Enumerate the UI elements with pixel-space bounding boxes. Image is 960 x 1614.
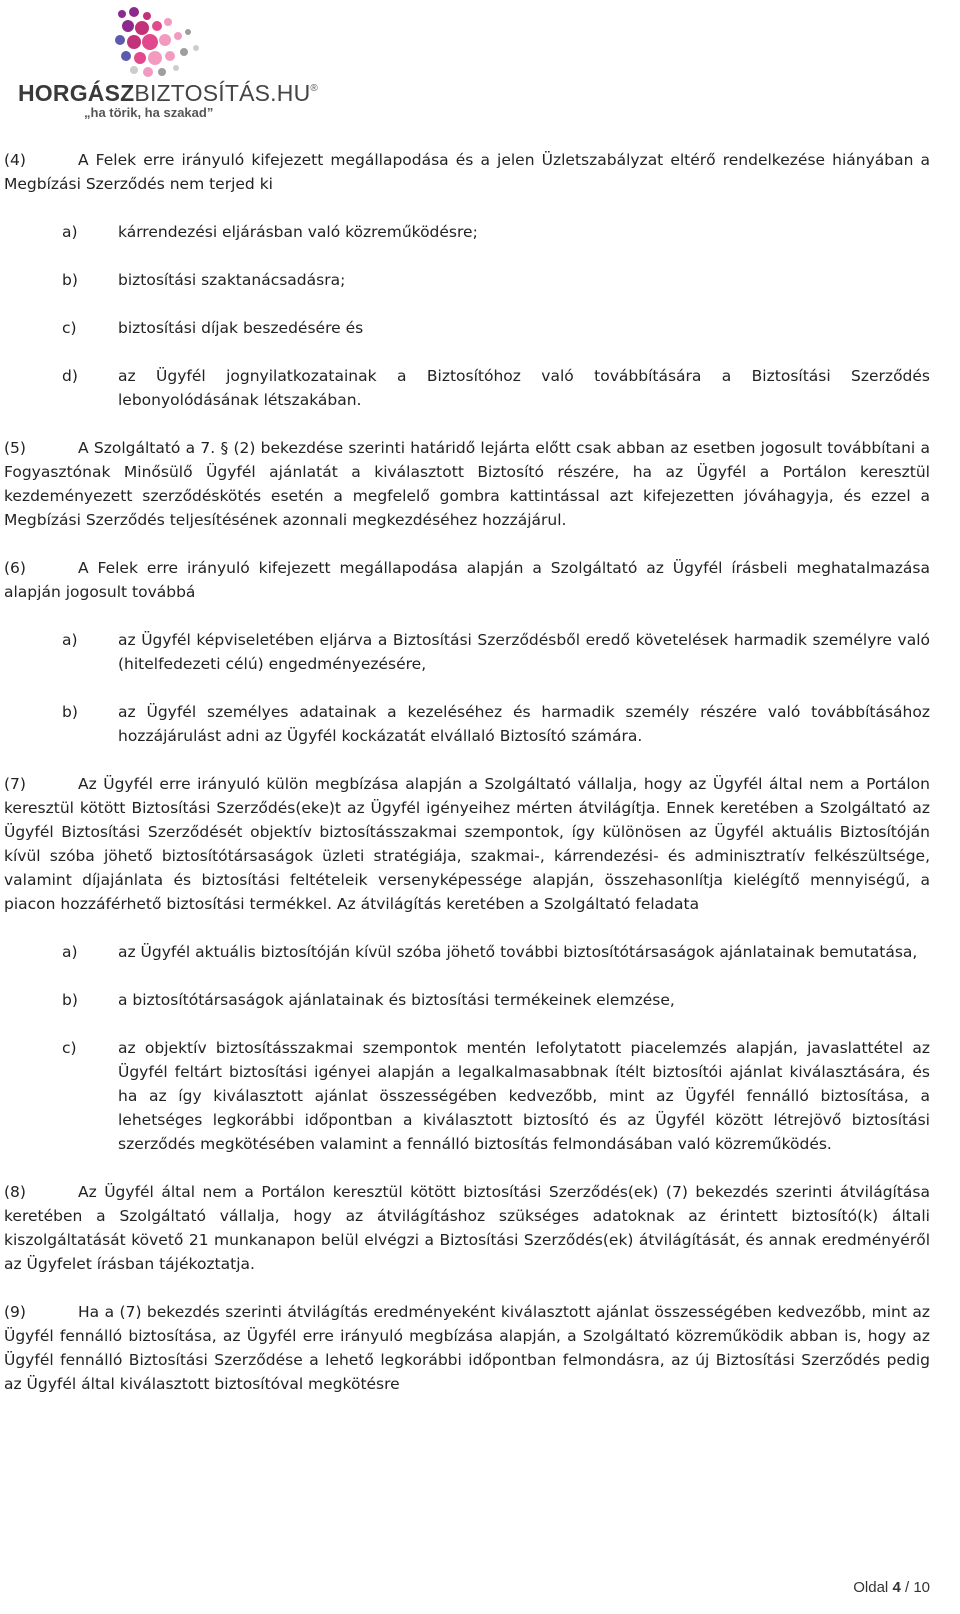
list-item (4, 364, 930, 412)
list-label: b) (62, 271, 78, 289)
list-item (4, 988, 930, 1012)
page-total: 10 (913, 1579, 930, 1596)
paragraph-text: A Felek erre irányuló kifejezett megállapodása és a jelen Üzletszabályzat eltérő rendelkezése hiányában a Megbízási Szerződés nem terjed ki (4, 151, 930, 193)
logo-dot (185, 29, 191, 35)
logo-dot (127, 35, 141, 49)
page-current: 4 (892, 1579, 901, 1596)
logo-dot (115, 35, 125, 45)
brand-bold: HORGÁSZ (18, 80, 135, 106)
list-text: az objektív biztosításszakmai szempontok mentén lefolytatott piacelemzés alapján, javaslattétel az Ügyfél feltárt biztosítási igényei alapján a legalkalmasabbnak ítélt biztosítói ajánlat kiválasztására, és ha az így kiválasztott ajánlat összességében kedvezőbb, mint az Ügyfél fennálló biztosítása, a lehetséges legkorábbi időpontban a kiválasztott biztosító és az Ügyfél között létrejövő biztosítási szerződés megkötésében valamint a fennálló biztosítás felmondásában való közreműködés. (118, 1039, 930, 1153)
list-label: a) (62, 631, 78, 649)
brand-regular: BIZTOSÍTÁS.HU (134, 80, 311, 106)
logo-dots-icon (100, 4, 210, 82)
logo-dot (193, 45, 199, 51)
brand-slogan: „ha törik, ha szakad” (84, 105, 214, 120)
list-text: az Ügyfél képviseletében eljárva a Biztosítási Szerződésből eredő követelések harmadik személyre való (hitelfedezeti célú) engedményezésére, (118, 631, 930, 673)
list-label: d) (62, 367, 78, 385)
paragraph-text: Ha a (7) bekezdés szerinti átvilágítás eredményeként kiválasztott ajánlat összességében kedvezőbb, mint az Ügyfél fennálló biztosítása, az Ügyfél erre irányuló megbízása alapján, a Szolgáltató közreműködik abban is, hogy az Ügyfél fennálló Biztosítási Szerződése a lehető legkorábbi időpontban felmondásra, az új Biztosítási Szerződés pedig az Ügyfél által kiválasztott biztosítóval megkötésre (4, 1303, 930, 1393)
logo-dot (129, 7, 139, 17)
list-label: c) (62, 319, 77, 337)
paragraph-number: (9) (4, 1303, 26, 1321)
list-label: b) (62, 703, 78, 721)
logo-dot (164, 18, 172, 26)
registered-mark: ® (310, 83, 318, 94)
list-item (4, 316, 930, 340)
paragraph-number: (7) (4, 775, 26, 793)
section-6 (4, 556, 930, 748)
paragraph (4, 1180, 930, 1276)
brand-name (18, 80, 318, 107)
list-item (4, 628, 930, 676)
paragraph-number: (6) (4, 559, 26, 577)
logo-dot (158, 68, 166, 76)
list-text: az Ügyfél jognyilatkozatainak a Biztosítóhoz való továbbítására a Biztosítási Szerződés lebonyolódásának létszakában. (118, 367, 930, 409)
section-5 (4, 436, 930, 532)
list-text: biztosítási díjak beszedésére és (118, 319, 364, 337)
paragraph-number: (4) (4, 151, 26, 169)
list-text: a biztosítótársaságok ajánlatainak és biztosítási termékeinek elemzése, (118, 991, 675, 1009)
list-label: c) (62, 1039, 77, 1057)
logo-dot (174, 32, 182, 40)
paragraph (4, 1300, 930, 1396)
paragraph (4, 772, 930, 916)
list-text: az Ügyfél aktuális biztosítóján kívül szóba jöhető további biztosítótársaságok ajánlatainak bemutatása, (118, 943, 918, 961)
paragraph-number: (5) (4, 439, 26, 457)
logo-dot (142, 34, 158, 50)
logo-dot (122, 20, 134, 32)
list-item (4, 1036, 930, 1156)
section-7 (4, 772, 930, 1156)
document-body (4, 148, 930, 1396)
paragraph (4, 436, 930, 532)
paragraph-text: Az Ügyfél erre irányuló külön megbízása alapján a Szolgáltató vállalja, hogy az Ügyfél által nem a Portálon keresztül kötött Biztosítási Szerződés(eke)t az Ügyfél igényeihez mérten átvilágítja. Ennek keretében a Szolgáltató az Ügyfél Biztosítási Szerződését objektív biztosításszakmai szempontok, így különösen az Ügyfél aktuális Biztosítóján kívül szóba jöhető biztosítótársaságok üzleti stratégiája, szakmai-, kárrendezési- és adminisztratív felkészültsége, valamint díjajánlata és biztosítási feltételeik versenyképessége alapján, összehasonlítja kielégítő mennyiségű, a piacon hozzáférhető biztosítási termékkel. Az átvilágítás keretében a Szolgáltató feladata (4, 775, 930, 913)
logo-dot (148, 51, 162, 65)
logo-dot (152, 21, 162, 31)
list-item (4, 220, 930, 244)
list-text: biztosítási szaktanácsadásra; (118, 271, 346, 289)
paragraph (4, 148, 930, 196)
list-item (4, 940, 930, 964)
list-item (4, 268, 930, 292)
logo-dot (173, 65, 179, 71)
paragraph-text: A Szolgáltató a 7. § (2) bekezdése szerinti határidő lejárta előtt csak abban az esetben jogosult továbbítani a Fogyasztónak Minősülő Ügyfél ajánlatát a kiválasztott Biztosító részére, ha az Ügyfél a Portálon keresztül kezdeményezett szerződéskötés esetén a megfelelő gombra kattintással azt kifejezetten jóváhagyja, és ezzel a Megbízási Szerződés teljesítésének azonnali megkezdéséhez hozzájárul. (4, 439, 930, 529)
page-prefix: Oldal (853, 1579, 889, 1596)
list-item (4, 700, 930, 748)
list-text: az Ügyfél személyes adatainak a kezeléséhez és harmadik személy részére való továbbításához hozzájárulást adni az Ügyfél kockázatát elvállaló Biztosító számára. (118, 703, 930, 745)
page-number (853, 1579, 930, 1596)
paragraph (4, 556, 930, 604)
section-8 (4, 1180, 930, 1276)
company-logo (18, 4, 318, 122)
paragraph-number: (8) (4, 1183, 26, 1201)
paragraph-text: A Felek erre irányuló kifejezett megállapodása alapján a Szolgáltató az Ügyfél írásbeli meghatalmazása alapján jogosult továbbá (4, 559, 930, 601)
logo-dot (143, 12, 151, 20)
logo-dot (159, 34, 171, 46)
paragraph-text: Az Ügyfél által nem a Portálon keresztül kötött biztosítási Szerződés(ek) (7) bekezdés szerinti átvilágítása keretében a Szolgáltató vállalja, hogy az átvilágításhoz szükséges adatoknak az érintett biztosító(k) általi kiszolgáltatását követő 21 munkanapon belül elvégzi a Biztosítási Szerződés(ek) átvilágítását, és annak eredményéről az Ügyfelet írásban tájékoztatja. (4, 1183, 930, 1273)
list-label: a) (62, 223, 78, 241)
logo-dot (143, 67, 153, 77)
list-label: b) (62, 991, 78, 1009)
logo-dot (134, 52, 146, 64)
logo-dot (165, 51, 175, 61)
logo-dot (118, 10, 126, 18)
logo-dot (130, 66, 138, 74)
list-text: kárrendezési eljárásban való közreműködésre; (118, 223, 478, 241)
list-label: a) (62, 943, 78, 961)
logo-dot (180, 48, 188, 56)
section-4 (4, 148, 930, 412)
page-separator: / (904, 1579, 910, 1596)
logo-dot (121, 51, 131, 61)
section-9 (4, 1300, 930, 1396)
logo-dot (135, 21, 149, 35)
